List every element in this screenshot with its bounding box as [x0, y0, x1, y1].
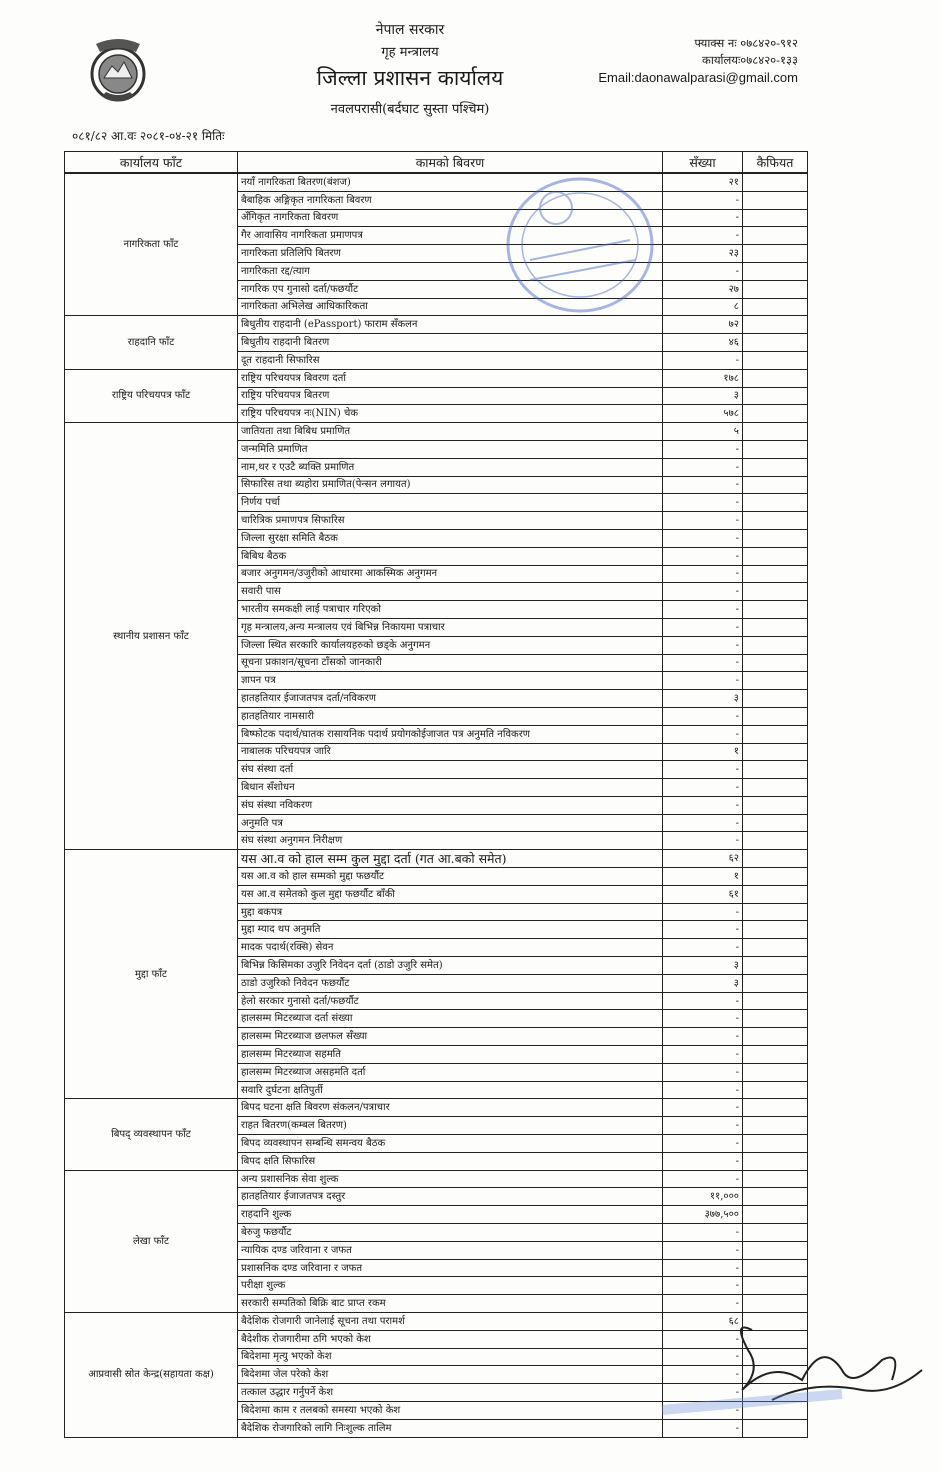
row-count: १: [663, 743, 743, 761]
row-description: मादक पदार्थ(रक्सि) सेवन: [238, 939, 663, 957]
row-description: हातहतियार नामसारी: [238, 707, 663, 725]
row-description: हालसम्म मिटरब्याज असहमति दर्ता: [238, 1063, 663, 1081]
row-remarks: [743, 868, 808, 886]
row-remarks: [743, 601, 808, 619]
row-count: -: [663, 1046, 743, 1064]
row-description: हालसम्म मिटरब्याज दर्ता संख्या: [238, 1010, 663, 1028]
row-count: -: [663, 1366, 743, 1384]
col-header-remarks: कैफियत: [743, 152, 808, 174]
row-count: -: [663, 672, 743, 690]
row-remarks: [743, 440, 808, 458]
row-remarks: [743, 565, 808, 583]
row-remarks: [743, 779, 808, 797]
row-remarks: [743, 423, 808, 441]
row-remarks: [743, 173, 808, 191]
row-remarks: [743, 583, 808, 601]
row-count: -: [663, 494, 743, 512]
section-name: स्थानीय प्रशासन फाँट: [65, 423, 238, 850]
row-remarks: [743, 1277, 808, 1295]
row-count: -: [663, 547, 743, 565]
row-description: बिदेशमा काम र तलबको समस्या भएको केश: [238, 1401, 663, 1419]
row-remarks: [743, 725, 808, 743]
row-description: नाबालक परिचयपत्र जारि: [238, 743, 663, 761]
row-count: २३: [663, 245, 743, 263]
header-government: नेपाल सरकार: [375, 22, 445, 38]
row-description: नयाँ नागरिकता बितरण(बंशज): [238, 173, 663, 191]
row-remarks: [743, 1241, 808, 1259]
row-remarks: [743, 1419, 808, 1437]
row-description: राष्ट्रिय परिचयपत्र नः(NIN) चेक: [238, 405, 663, 423]
col-header-section: कार्यालय फाँट: [65, 152, 238, 174]
row-count: ३: [663, 387, 743, 405]
row-remarks: [743, 369, 808, 387]
row-count: -: [663, 707, 743, 725]
row-description: मुद्दा बकपत्र: [238, 903, 663, 921]
header-office-name: जिल्ला प्रशासन कार्यालय: [316, 66, 504, 90]
row-remarks: [743, 921, 808, 939]
row-remarks: [743, 1224, 808, 1242]
row-description: बिपद घटना क्षति बिवरण संकलन/पत्राचार: [238, 1099, 663, 1117]
row-description: बैदेशिक रोजगारी जानेलाई सूचना तथा परामर्श: [238, 1313, 663, 1331]
row-count: -: [663, 1081, 743, 1099]
table-row: [65, 1099, 808, 1117]
row-count: -: [663, 903, 743, 921]
row-description: बैदेशिक रोजगारिको लागि निःशुल्क तालिम: [238, 1419, 663, 1437]
row-description: बिधान सँशोधन: [238, 779, 663, 797]
row-count: -: [663, 779, 743, 797]
row-count: -: [663, 814, 743, 832]
section-name: राष्ट्रिय परिचयपत्र फाँट: [65, 369, 238, 422]
row-remarks: [743, 636, 808, 654]
header-location: नवलपरासी(बर्दघाट सुस्ता पश्चिम): [330, 102, 490, 117]
row-remarks: [743, 1348, 808, 1366]
row-count: ११,०००: [663, 1188, 743, 1206]
row-remarks: [743, 1206, 808, 1224]
row-remarks: [743, 1046, 808, 1064]
row-description: बैबाहिक अङ्गिकृत नागरिकता बिवरण: [238, 191, 663, 209]
row-remarks: [743, 245, 808, 263]
report-table: [64, 151, 808, 1438]
row-remarks: [743, 796, 808, 814]
row-count: ६२: [663, 850, 743, 868]
row-count: -: [663, 921, 743, 939]
row-count: ७२: [663, 316, 743, 334]
row-count: -: [663, 1099, 743, 1117]
row-count: -: [663, 1010, 743, 1028]
row-count: -: [663, 512, 743, 530]
row-count: -: [663, 458, 743, 476]
row-count: -: [663, 636, 743, 654]
row-count: -: [663, 1028, 743, 1046]
row-remarks: [743, 334, 808, 352]
row-description: भारतीय समकक्षी लाई पत्राचार गरिएको: [238, 601, 663, 619]
row-count: -: [663, 476, 743, 494]
row-description: गैर आवासिय नागरिकता प्रमाणपत्र: [238, 227, 663, 245]
row-count: १७८: [663, 369, 743, 387]
row-description: राष्ट्रिय परिचयपत्र बिवरण दर्ता: [238, 369, 663, 387]
row-description: बिदेशमा मृत्यु भएको केश: [238, 1348, 663, 1366]
row-count: -: [663, 796, 743, 814]
row-count: -: [663, 1330, 743, 1348]
row-description: बिभिन्न किसिमका उजुरि निवेदन दर्ता (ठाडो उजुरि समेत): [238, 957, 663, 975]
row-description: हालसम्म मिटरब्याज सहमति: [238, 1046, 663, 1064]
row-remarks: [743, 885, 808, 903]
row-description: बजार अनुगमन/उजुरीको आधारमा आकस्मिक अनुगमन: [238, 565, 663, 583]
reference-line: ०८१/८२ आ.वः २०८१-०४-२१ मितिः: [72, 129, 225, 143]
row-description: नागरिकता प्रतिलिपि बितरण: [238, 245, 663, 263]
contact-email: Email:daonawalparasi@gmail.com: [598, 70, 798, 85]
row-remarks: [743, 476, 808, 494]
row-remarks: [743, 1170, 808, 1188]
row-count: -: [663, 1295, 743, 1313]
row-description: राहदानि शुल्क: [238, 1206, 663, 1224]
row-count: -: [663, 1063, 743, 1081]
row-remarks: [743, 903, 808, 921]
row-description: बैदेशीक रोजगारीमा ठगि भएको केश: [238, 1330, 663, 1348]
row-remarks: [743, 1081, 808, 1099]
row-description: न्यायिक दण्ड जरिवाना र जफत: [238, 1241, 663, 1259]
row-description: परीक्षा शुल्क: [238, 1277, 663, 1295]
row-description: नागरिकता अभिलेख आधिकारिकता: [238, 298, 663, 316]
row-remarks: [743, 761, 808, 779]
table-row: [65, 1170, 808, 1188]
section-name: राहदानि फाँट: [65, 316, 238, 369]
row-count: -: [663, 1152, 743, 1170]
row-count: ३७७,५००: [663, 1206, 743, 1224]
row-count: ३: [663, 974, 743, 992]
row-remarks: [743, 209, 808, 227]
row-description: प्रशासनिक दण्ड जरिवाना र जफत: [238, 1259, 663, 1277]
row-count: -: [663, 565, 743, 583]
row-description: हालसम्म मिटरब्याज छलफल सँख्या: [238, 1028, 663, 1046]
row-remarks: [743, 1099, 808, 1117]
table-row: [65, 316, 808, 334]
row-remarks: [743, 1313, 808, 1331]
row-description: हातहतियार ईजाजतपत्र दर्ता/नविकरण: [238, 690, 663, 708]
row-description: यस आ.व को हाल सम्मको मुद्दा फछर्यौट: [238, 868, 663, 886]
row-count: ५७८: [663, 405, 743, 423]
row-description: सरकारी सम्पतिको बिक्रि बाट प्राप्त रकम: [238, 1295, 663, 1313]
row-remarks: [743, 494, 808, 512]
row-description: जन्ममिति प्रमाणित: [238, 440, 663, 458]
row-description: बिबिध बैठक: [238, 547, 663, 565]
section-name: नागरिकता फाँट: [65, 173, 238, 316]
row-count: -: [663, 227, 743, 245]
row-count: ८: [663, 298, 743, 316]
row-description: सवारि दुर्घटना क्षतिपुर्ती: [238, 1081, 663, 1099]
table-row: [65, 423, 808, 441]
col-header-description: कामको बिवरण: [238, 152, 663, 174]
row-description: सवारी पास: [238, 583, 663, 601]
row-description: नागरिक एप गुनासो दर्ता/फछर्यौट: [238, 280, 663, 298]
row-count: -: [663, 191, 743, 209]
row-remarks: [743, 1063, 808, 1081]
row-description: जिल्ला स्थित सरकारि कार्यालयहरुको छड्के अनुगमन: [238, 636, 663, 654]
row-count: -: [663, 1419, 743, 1437]
row-remarks: [743, 850, 808, 868]
row-count: १: [663, 868, 743, 886]
col-header-count: सँख्या: [663, 152, 743, 174]
contact-office-phone: कार्यालयः०७८४२०-१३३: [702, 53, 798, 67]
row-remarks: [743, 227, 808, 245]
row-description: हेलो सरकार गुनासो दर्ता/फछर्यौट: [238, 992, 663, 1010]
row-description: बिष्फोटक पदार्थ/घातक रासायनिक पदार्थ प्रयोगकोईजाजत पत्र अनुमति नविकरण: [238, 725, 663, 743]
row-description: यस आ.व समेतको कुल मुद्दा फछर्यौट बाँकी: [238, 885, 663, 903]
row-remarks: [743, 618, 808, 636]
row-remarks: [743, 1384, 808, 1402]
row-description: अन्य प्रशासनिक सेवा शुल्क: [238, 1170, 663, 1188]
row-description: नागरिकता रद्द/त्याग: [238, 262, 663, 280]
row-remarks: [743, 974, 808, 992]
row-count: -: [663, 832, 743, 850]
row-count: ३: [663, 957, 743, 975]
table-body: [65, 173, 808, 1437]
table-header-row: [65, 152, 808, 174]
row-count: -: [663, 440, 743, 458]
row-description: राष्ट्रिय परिचयपत्र बितरण: [238, 387, 663, 405]
row-count: -: [663, 992, 743, 1010]
row-remarks: [743, 351, 808, 369]
row-remarks: [743, 387, 808, 405]
row-description: बिधुतीय राहदानी (ePassport) फाराम सँकलन: [238, 316, 663, 334]
row-count: -: [663, 1170, 743, 1188]
row-count: -: [663, 618, 743, 636]
row-remarks: [743, 1401, 808, 1419]
row-description: मुद्दा म्याद थप अनुमति: [238, 921, 663, 939]
row-count: -: [663, 654, 743, 672]
row-remarks: [743, 654, 808, 672]
row-remarks: [743, 1188, 808, 1206]
row-remarks: [743, 1010, 808, 1028]
row-remarks: [743, 672, 808, 690]
row-count: २१: [663, 173, 743, 191]
row-remarks: [743, 1330, 808, 1348]
table-row: [65, 173, 808, 191]
row-count: -: [663, 209, 743, 227]
row-description: सिफारिस तथा ब्यहोरा प्रमाणित(पेन्सन लगायत): [238, 476, 663, 494]
row-remarks: [743, 690, 808, 708]
row-count: -: [663, 1259, 743, 1277]
row-remarks: [743, 458, 808, 476]
row-description: तत्काल उद्धार गर्नुपर्ने केश: [238, 1384, 663, 1402]
row-description: बिपद व्यवस्थापन सम्बन्धि समन्वय बैठक: [238, 1135, 663, 1153]
row-description: संघ संस्था अनुगमन निरीक्षण: [238, 832, 663, 850]
row-remarks: [743, 1135, 808, 1153]
row-description: अँगिकृत नागरिकता बिवरण: [238, 209, 663, 227]
row-description: ठाडो उजुरिको निवेदन फछर्यौट: [238, 974, 663, 992]
row-description: संघ संस्था दर्ता: [238, 761, 663, 779]
row-remarks: [743, 316, 808, 334]
row-remarks: [743, 512, 808, 530]
row-description: निर्णय पर्चा: [238, 494, 663, 512]
row-remarks: [743, 1117, 808, 1135]
row-count: ६८: [663, 1313, 743, 1331]
table-row: [65, 850, 808, 868]
header-ministry: गृह मन्त्रालय: [381, 45, 439, 60]
row-remarks: [743, 743, 808, 761]
row-description: बिधुतीय राहदानी बितरण: [238, 334, 663, 352]
row-count: -: [663, 1135, 743, 1153]
row-description: संघ संस्था नविकरण: [238, 796, 663, 814]
row-count: ४६: [663, 334, 743, 352]
row-description: चारित्रिक प्रमाणपत्र सिफारिस: [238, 512, 663, 530]
row-description: गृह मन्त्रालय,अन्य मन्त्रालय एवं बिभिन्न निकायमा पत्राचार: [238, 618, 663, 636]
row-remarks: [743, 1152, 808, 1170]
row-count: -: [663, 1348, 743, 1366]
row-description: हातहतियार ईजाजतपत्र दस्तुर: [238, 1188, 663, 1206]
row-count: -: [663, 1384, 743, 1402]
row-count: -: [663, 262, 743, 280]
table-row: [65, 1313, 808, 1331]
row-count: ६१: [663, 885, 743, 903]
row-description: बिपद क्षति सिफारिस: [238, 1152, 663, 1170]
row-remarks: [743, 280, 808, 298]
row-remarks: [743, 405, 808, 423]
row-count: -: [663, 725, 743, 743]
row-remarks: [743, 529, 808, 547]
row-count: ३: [663, 690, 743, 708]
row-description: यस आ.व को हाल सम्म कुल मुद्दा दर्ता (गत आ.बको समेत): [238, 850, 663, 868]
row-remarks: [743, 957, 808, 975]
row-description: दूत राहदानी सिफारिस: [238, 351, 663, 369]
row-count: -: [663, 529, 743, 547]
row-description: बेरुजु फछर्यौट: [238, 1224, 663, 1242]
row-count: -: [663, 583, 743, 601]
row-count: -: [663, 1241, 743, 1259]
row-count: -: [663, 1117, 743, 1135]
row-remarks: [743, 547, 808, 565]
row-remarks: [743, 298, 808, 316]
row-description: सूचना प्रकाशन/सूचना टाँसको जानकारी: [238, 654, 663, 672]
row-remarks: [743, 1028, 808, 1046]
row-remarks: [743, 832, 808, 850]
section-name: मुद्दा फाँट: [65, 850, 238, 1099]
row-count: -: [663, 1224, 743, 1242]
section-name: बिपद् व्यवस्थापन फाँट: [65, 1099, 238, 1170]
row-description: ज्ञापन पत्र: [238, 672, 663, 690]
row-description: जातियता तथा बिबिध प्रमाणित: [238, 423, 663, 441]
row-remarks: [743, 262, 808, 280]
row-count: २७: [663, 280, 743, 298]
row-remarks: [743, 707, 808, 725]
row-remarks: [743, 814, 808, 832]
row-remarks: [743, 1259, 808, 1277]
row-count: -: [663, 761, 743, 779]
row-count: -: [663, 1277, 743, 1295]
row-description: राहत बितरण(कम्बल बितरण): [238, 1117, 663, 1135]
row-description: बिदेशमा जेल परेको केश: [238, 1366, 663, 1384]
row-description: नाम,थर र एउटै ब्यक्ति प्रमाणित: [238, 458, 663, 476]
row-description: अनुमति पत्र: [238, 814, 663, 832]
row-count: ५: [663, 423, 743, 441]
row-remarks: [743, 1366, 808, 1384]
row-remarks: [743, 992, 808, 1010]
row-remarks: [743, 1295, 808, 1313]
row-remarks: [743, 939, 808, 957]
row-count: -: [663, 1401, 743, 1419]
row-count: -: [663, 351, 743, 369]
row-remarks: [743, 191, 808, 209]
contact-fax: फ्याक्स नः ०७८४२०-९१२: [694, 36, 798, 50]
nepal-emblem-icon: [82, 36, 154, 104]
row-count: -: [663, 601, 743, 619]
table-row: [65, 369, 808, 387]
row-description: जिल्ला सुरक्षा समिति बैठक: [238, 529, 663, 547]
section-name: लेखा फाँट: [65, 1170, 238, 1312]
row-count: -: [663, 939, 743, 957]
section-name: आप्रवासी स्रोत केन्द्र(सहायता कक्ष): [65, 1313, 238, 1438]
